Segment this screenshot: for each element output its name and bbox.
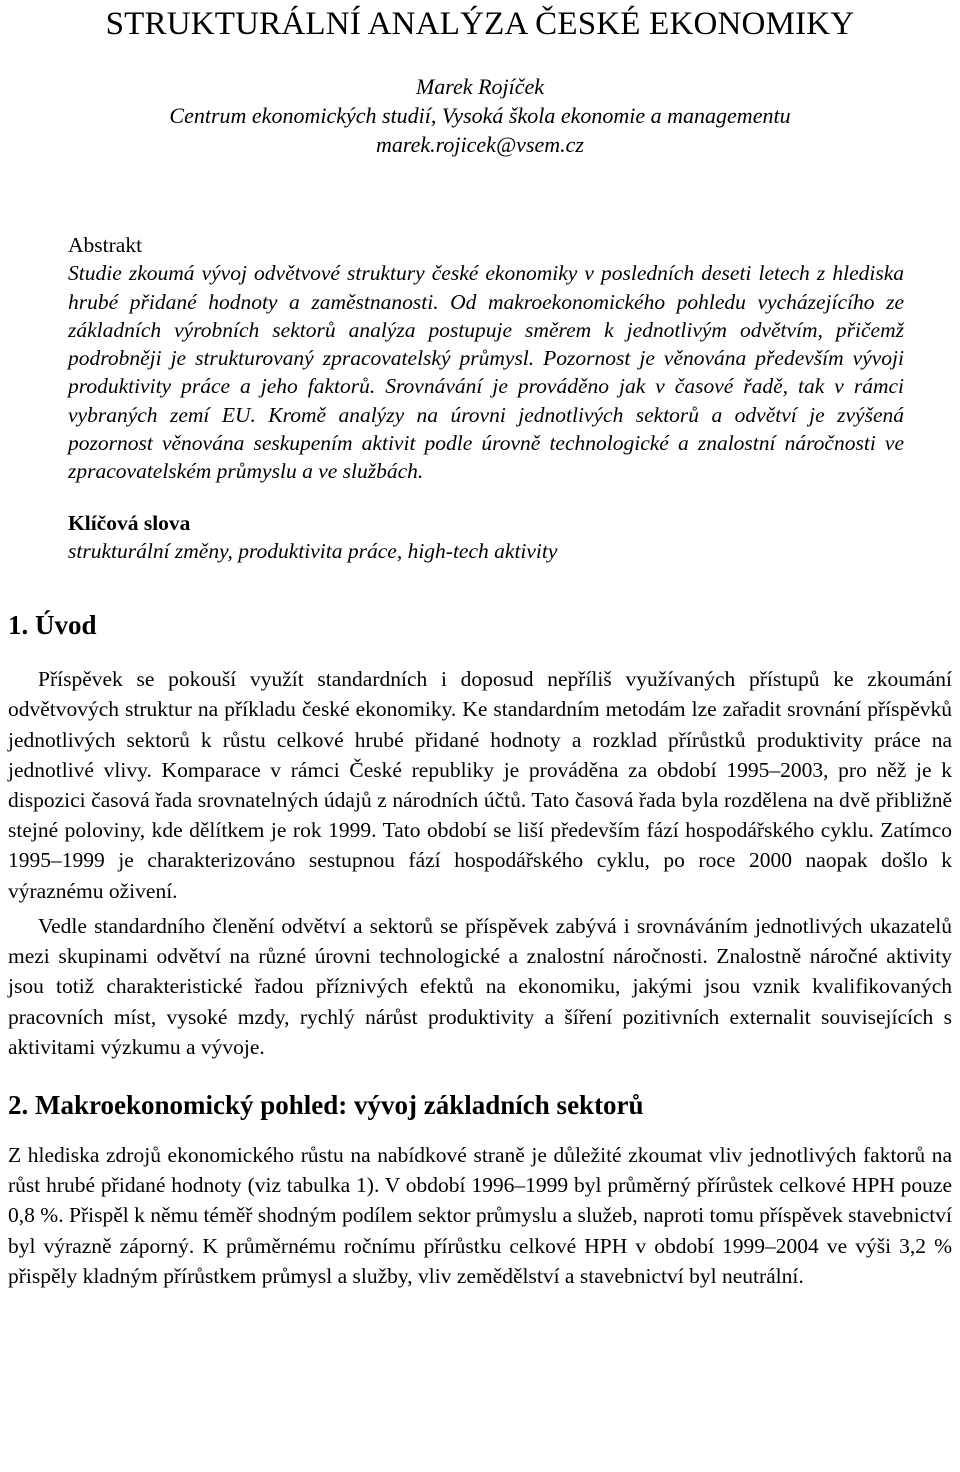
paper-title: STRUKTURÁLNÍ ANALÝZA ČESKÉ EKONOMIKY bbox=[105, 6, 855, 42]
keywords-section bbox=[68, 509, 904, 566]
section-heading-macroeconomic: 2. Makroekonomický pohled: vývoj základních sektorů bbox=[8, 1089, 644, 1120]
author-name: Marek Rojíček bbox=[415, 74, 545, 99]
keywords-heading: Klíčová slova bbox=[68, 510, 191, 535]
body-paragraph: Vedle standardního členění odvětví a sektorů se příspěvek zabývá i srovnáváním jednotlivých ukazatelů mezi skupinami odvětví na různé úrovni technologické a znalostní náročnosti. Znalostně náročné aktivity jsou totiž charakteristické řadou příznivých efektů na ekonomiku, jakými jsou vznik kvalifikovaných pracovních míst, vysoké mzdy, rychlý nárůst produktivity a šíření pozitivních externalit souvisejících s aktivitami výzkumu a vývoje. bbox=[8, 913, 952, 1059]
abstract-text: Studie zkoumá vývoj odvětvové struktury české ekonomiky v posledních deseti letech z hlediska hrubé přidané hodnoty a zaměstnanosti. Od makroekonomického pohledu vycházejícího ze základních výrobních sektorů analýza postupuje směrem k jednotlivým odvětvím, přičemž podrobněji je strukturovaný zpracovatelský průmysl. Pozornost je věnována především vývoji produktivity práce a jeho faktorů. Srovnávání je prováděno jak v časové řadě, tak v rámci vybraných zemí EU. Kromě analýzy na úrovni jednotlivých sektorů a odvětví je zvýšená pozornost věnována seskupením aktivit podle úrovně technologické a znalostní náročnosti ve zpracovatelském průmyslu a ve službách. bbox=[68, 261, 904, 484]
section-heading-introduction: 1. Úvod bbox=[8, 610, 97, 641]
abstract-heading: Abstrakt bbox=[68, 233, 143, 257]
author-affiliation: Centrum ekonomických studií, Vysoká škola ekonomie a managementu bbox=[169, 103, 791, 128]
abstract-section bbox=[68, 231, 904, 486]
keywords-text: strukturální změny, produktivita práce, high-tech aktivity bbox=[68, 538, 558, 563]
author-email[interactable]: marek.rojicek@vsem.cz bbox=[376, 132, 584, 157]
author-block bbox=[8, 72, 952, 159]
body-paragraph: Příspěvek se pokouší využít standardních i doposud nepříliš využívaných přístupů ke zkoumání odvětvových struktur na příkladu české ekonomiky. Ke standardním metodám lze zařadit srovnání příspěvků jednotlivých sektorů k růstu celkové hrubé přidané hodnoty a rozklad přírůstků produktivity práce na jednotlivé vlivy. Komparace v rámci České republiky je prováděna za období 1995–2003, pro něž je k dispozici časová řada srovnatelných údajů z národních účtů. Tato časová řada byla rozdělena na dvě přibližně stejné poloviny, kde dělítkem je rok 1999. Tato období se liší především fází hospodářského cyklu. Zatímco 1995–1999 je charakterizováno sestupnou fází hospodářského cyklu, po roce 2000 naopak došlo k výraznému oživení. bbox=[8, 667, 952, 903]
body-paragraph: Z hlediska zdrojů ekonomického růstu na nabídkové straně je důležité zkoumat vliv jednotlivých faktorů na růst hrubé přidané hodnoty (viz tabulka 1). V období 1996–1999 byl průměrný přírůstek celkové HPH pouze 0,8 %. Přispěl k němu téměř shodným podílem sektor průmyslu a služeb, naproti tomu příspěvek stavebnictví byl výrazně záporný. K průměrnému ročnímu přírůstku celkové HPH v období 1999–2004 ve výši 3,2 % přispěly kladným přírůstkem průmysl a služby, vliv zemědělství a stavebnictví byl neutrální. bbox=[8, 1142, 952, 1288]
